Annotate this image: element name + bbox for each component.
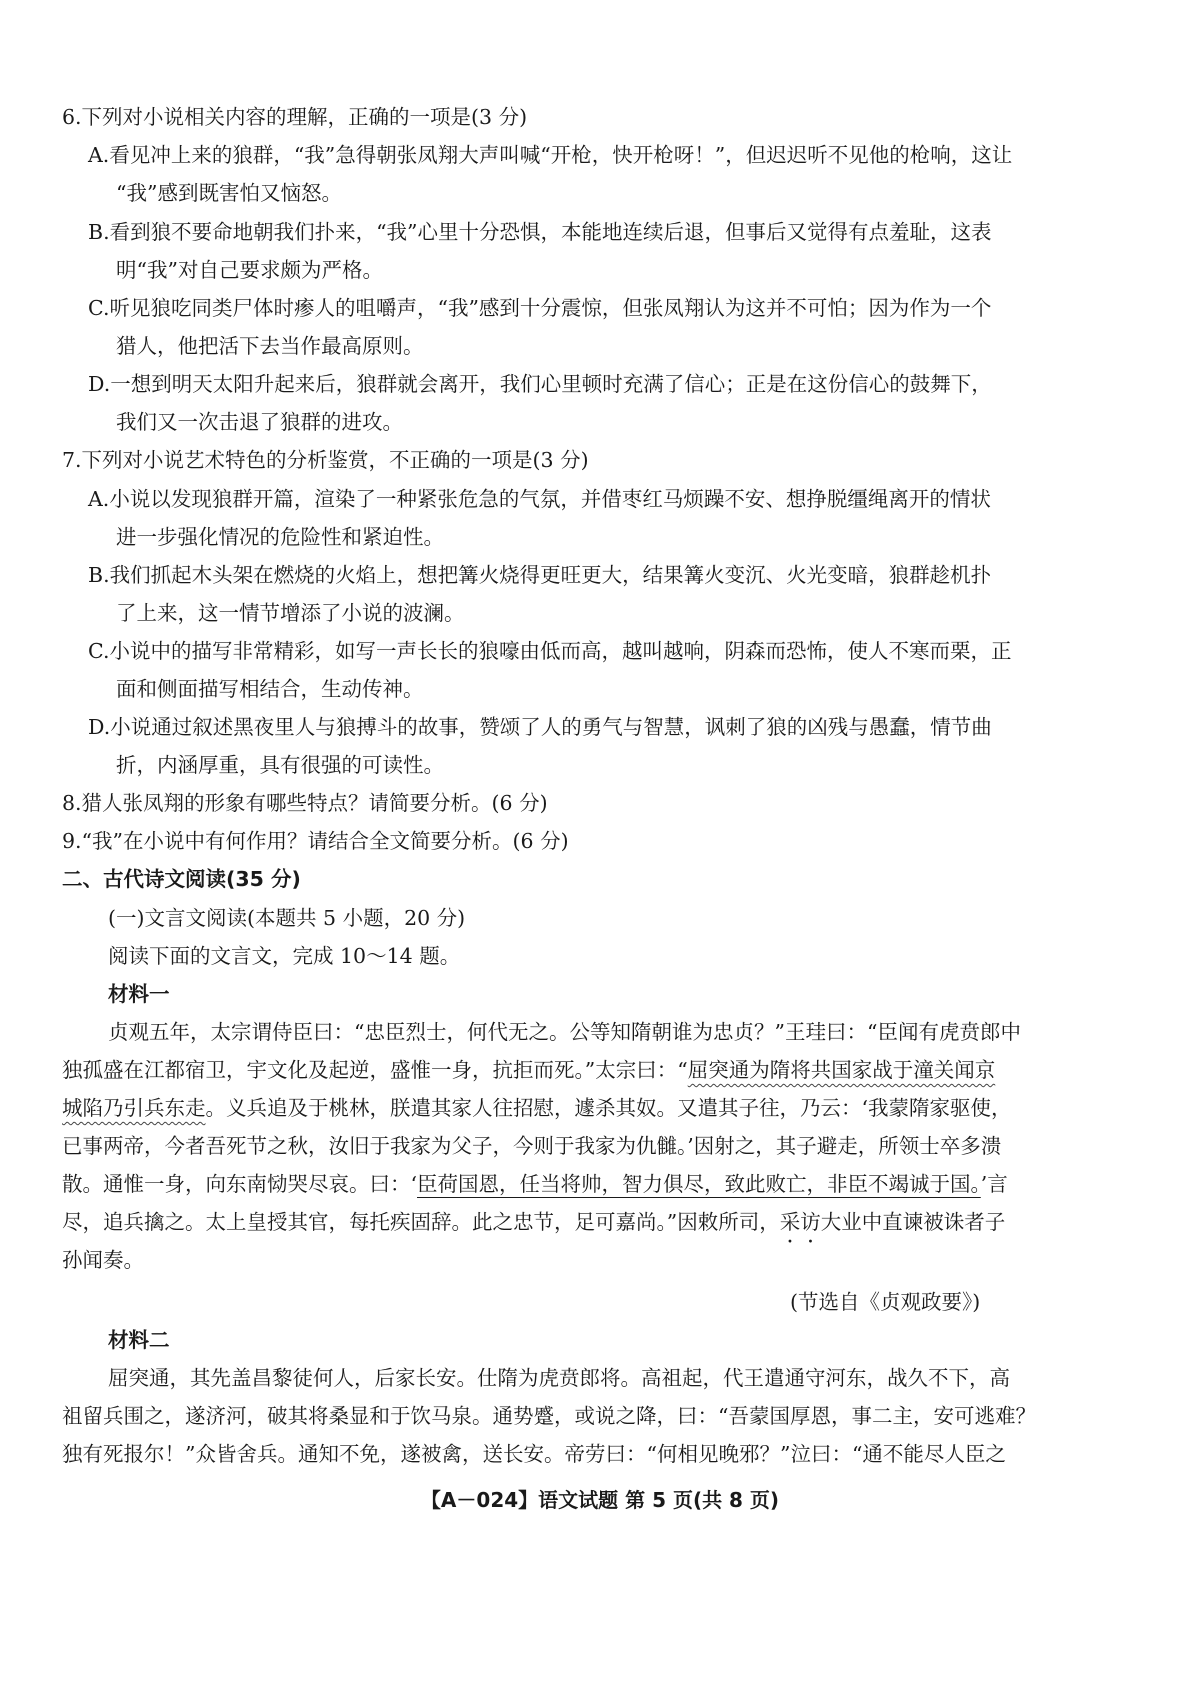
q6-option-b-line1: B.看到狼不要命地朝我们扑来，“我”心里十分恐惧，本能地连续后退，但事后又觉得有点羞耻，这表 [88,220,992,244]
q6-stem: 6.下列对小说相关内容的理解，正确的一项是(3 分) [62,105,528,129]
material-1-label: 材料一 [108,982,170,1006]
q7-option-a-line1: A.小说以发现狼群开篇，渲染了一种紧张危急的气氛，并借枣红马烦躁不安、想挣脱缰绳离开的情状 [88,487,991,511]
dotted-char: 采 [779,1210,801,1234]
material-1-line [62,1169,1008,1199]
material-1-line [62,1093,1012,1123]
material-1-text: 散。通惟一身，向东南恸哭尽哀。曰：‘ [62,1172,418,1196]
material-1-text: 。义兵追及于桃林，朕遣其家人往招慰，遽杀其奴。又遣其子往，乃云：‘我蒙隋家驱使， [205,1096,1012,1120]
material-2-line: 屈突通，其先盖昌黎徒何人，后家长安。仕隋为虎贲郎将。高祖起，代王遣通守河东，战久不下，高 [108,1366,1010,1390]
material-1-source: (节选自《贞观政要》) [790,1290,981,1314]
q7-option-b-line1: B.我们抓起木头架在燃烧的火焰上，想把篝火烧得更旺更大，结果篝火变沉、火光变暗，狼群趁机扑 [88,563,992,587]
q6-option-a-line2: “我”感到既害怕又恼怒。 [116,181,342,205]
q6-option-c-line2: 猎人，他把活下去当作最高原则。 [116,334,424,358]
reading-instruction: 阅读下面的文言文，完成 10～14 题。 [108,944,461,968]
q7-option-d-line1: D.小说通过叙述黑夜里人与狼搏斗的故事，赞颂了人的勇气与智慧，讽刺了狼的凶残与愚蠢，情节曲 [88,715,992,739]
material-1-line: 孙闻奏。 [62,1248,144,1272]
q7-option-d-line2: 折，内涵厚重，具有很强的可读性。 [116,753,444,777]
q7-option-c-line1: C.小说中的描写非常精彩，如写一声长长的狼嚎由低而高，越叫越响，阴森而恐怖，使人不寒而栗，正 [88,639,1012,663]
subsection-title: (一)文言文阅读(本题共 5 小题，20 分) [108,906,466,930]
q7-stem: 7.下列对小说艺术特色的分析鉴赏，不正确的一项是(3 分) [62,448,589,472]
material-1-text: ’言 [980,1172,1008,1196]
q6-option-d-line1: D.一想到明天太阳升起来后，狼群就会离开，我们心里顿时充满了信心；正是在这份信心的鼓舞下， [88,372,992,396]
page-footer: 【A－024】语文试题 第 5 页(共 8 页) [420,1488,780,1512]
wavy-underlined-text: 城陷乃引兵东走 [62,1096,206,1120]
material-1-line: 贞观五年，太宗谓侍臣曰：“忠臣烈士，何代无之。公等知隋朝谁为忠贞？”王珪曰：“臣闻有虎贲郎中 [108,1020,1021,1044]
q8-stem: 8.猎人张凤翔的形象有哪些特点？请简要分析。(6 分) [62,791,548,815]
section-title: 二、古代诗文阅读(35 分) [62,867,301,891]
material-1-line [62,1207,1005,1237]
material-1-text: 尽，追兵擒之。太上皇授其官，每托疾固辞。此之忠节，足可嘉尚。”因敕所司， [62,1210,780,1234]
q7-option-a-line2: 进一步强化情况的危险性和紧迫性。 [116,525,444,549]
q7-option-b-line2: 了上来，这一情节增添了小说的波澜。 [116,601,465,625]
q6-option-a-line1: A.看见冲上来的狼群，“我”急得朝张凤翔大声叫喊“开枪，快开枪呀！”，但迟迟听不见他的枪响，这让 [88,143,1013,167]
material-2-line: 独有死报尔！”众皆舍兵。通知不免，遂被禽，送长安。帝劳曰：“何相见晚邪？”泣曰：“通不能尽人臣之 [62,1442,1006,1466]
material-1-line: 已事两帝，今者吾死节之秋，汝旧于我家为父子，今则于我家为仇雠。’因射之，其子避走，所领士卒多溃 [62,1134,1002,1158]
q6-option-c-line1: C.听见狼吃同类尸体时瘆人的咀嚼声，“我”感到十分震惊，但张凤翔认为这并不可怕；因为作为一个 [88,296,992,320]
q6-option-d-line2: 我们又一次击退了狼群的进攻。 [116,410,403,434]
material-2-label: 材料二 [108,1328,170,1352]
wavy-underlined-text: 屈突通为隋将共国家战于潼关闻京 [687,1058,996,1082]
material-2-line: 祖留兵围之，遂济河，破其将桑显和于饮马泉。通势蹙，或说之降，曰：“吾蒙国厚恩，事二主，安可逃难？ [62,1404,1036,1428]
material-1-text: 独孤盛在江都宿卫，宇文化及起逆，盛惟一身，抗拒而死。”太宗曰：“ [62,1058,688,1082]
q7-option-c-line2: 面和侧面描写相结合，生动传神。 [116,677,424,701]
material-1-text: 大业中直谏被诛者子 [820,1210,1006,1234]
dotted-char: 访 [800,1210,821,1234]
q9-stem: 9.“我”在小说中有何作用？请结合全文简要分析。(6 分) [62,829,569,853]
q6-option-b-line2: 明“我”对自己要求颇为严格。 [116,258,383,282]
material-1-line [62,1055,995,1085]
underlined-sentence: 臣荷国恩，任当将帅，智力俱尽，致此败亡，非臣不竭诚于国。 [417,1172,981,1196]
